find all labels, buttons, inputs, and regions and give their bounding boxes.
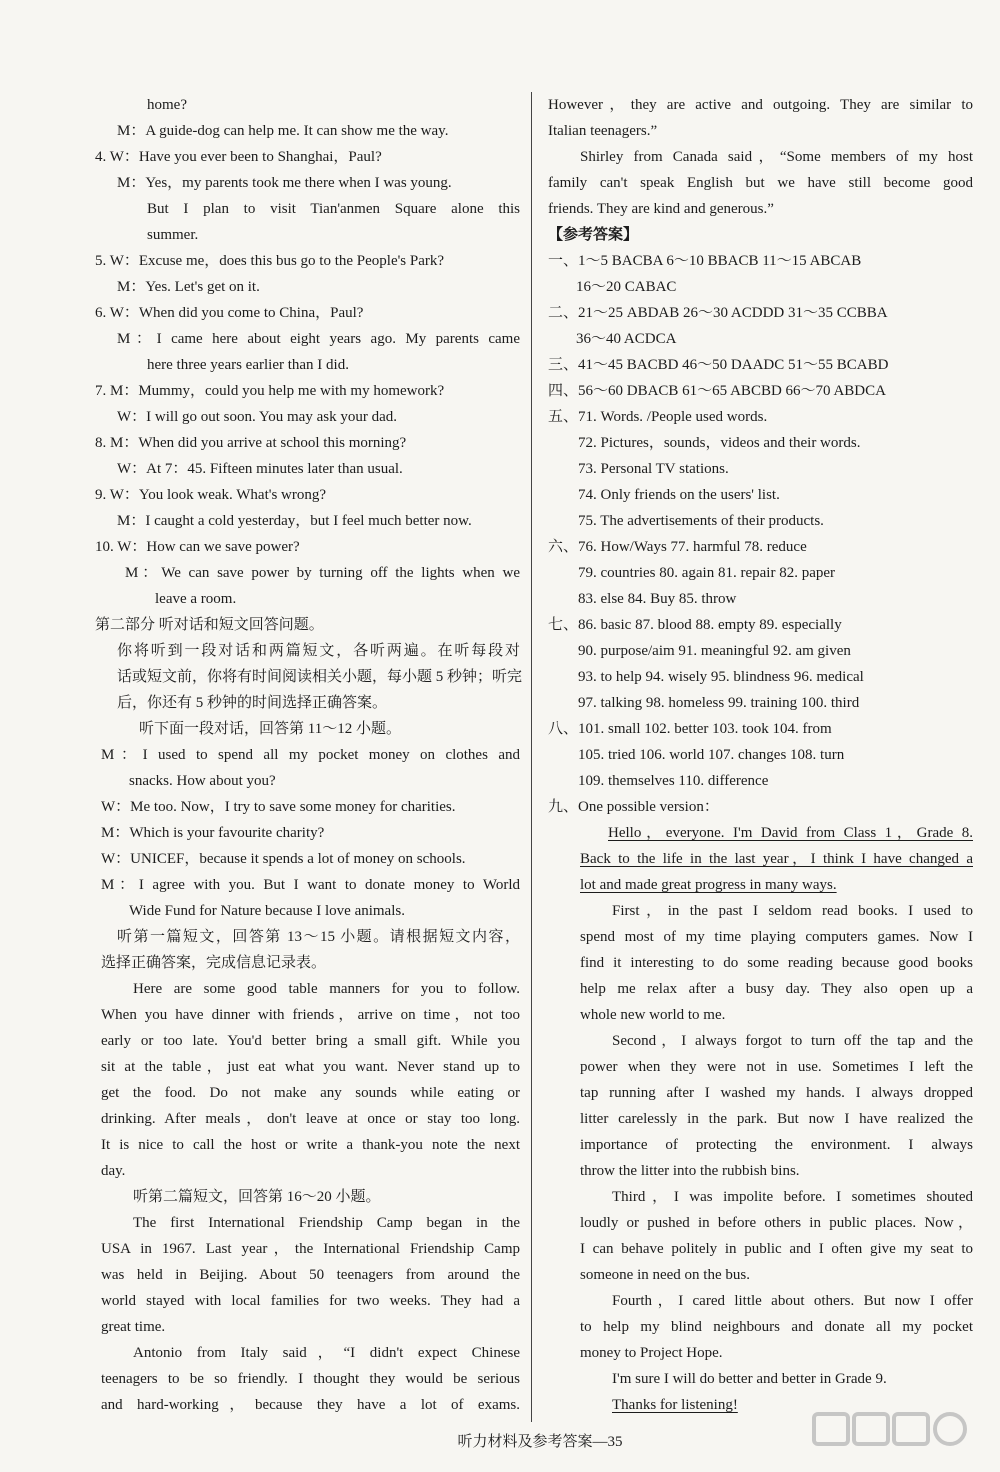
left-text-line: M：A guide-dog can help me. It can show me the way. bbox=[117, 123, 449, 139]
right-text-line: 七、86. basic 87. blood 88. empty 89. especially bbox=[548, 617, 842, 633]
right-text-line: help me relax after a busy day. They also open up a bbox=[580, 981, 973, 997]
right-text-line: 79. countries 80. again 81. repair 82. paper bbox=[578, 565, 835, 581]
right-text-line: litter carelessly in the park. But now I have realized the bbox=[580, 1111, 973, 1127]
left-text-line: 10. W：How can we save power? bbox=[95, 539, 300, 555]
left-text-line: 6. W：When did you come to China，Paul? bbox=[95, 305, 364, 321]
left-text-line: When you have dinner with friends，arrive on time，not too bbox=[101, 1007, 520, 1023]
left-text-line: W：I will go out soon. You may ask your dad. bbox=[117, 409, 397, 425]
left-text-line: drinking. After meals，don't leave at once or stay too long. bbox=[101, 1111, 520, 1127]
right-column bbox=[548, 92, 973, 1418]
left-text-line: sit at the table，just eat what you want. Never stand up to bbox=[101, 1059, 520, 1075]
right-text-line: 97. talking 98. homeless 99. training 100. third bbox=[578, 695, 860, 711]
right-text-line: I'm sure I will do better and better in Grade 9. bbox=[612, 1371, 887, 1387]
watermark-icon bbox=[810, 1410, 970, 1450]
left-text-line: 听第一篇短文，回答第 13～15 小题。请根据短文内容， bbox=[117, 929, 520, 945]
left-text-line: 9. W：You look weak. What's wrong? bbox=[95, 487, 327, 503]
left-text-line: 4. W：Have you ever been to Shanghai，Paul? bbox=[95, 149, 382, 165]
right-text-line: 90. purpose/aim 91. meaningful 92. am given bbox=[578, 643, 851, 659]
left-text-line: M：Which is your favourite charity? bbox=[101, 825, 325, 841]
left-text-line: But I plan to visit Tian'anmen Square alone this bbox=[147, 201, 520, 217]
left-text-line: early or too late. You'd better bring a small gift. While you bbox=[101, 1033, 520, 1049]
left-text-line: 第二部分 听对话和短文回答问题。 bbox=[95, 617, 324, 633]
right-text-line: find it interesting to do some reading because good books bbox=[580, 955, 973, 971]
left-text-line: The first International Friendship Camp began in the bbox=[133, 1215, 520, 1231]
left-text-line: here three years earlier than I did. bbox=[147, 357, 349, 373]
left-text-line: home? bbox=[147, 97, 187, 113]
right-text-line: Italian teenagers.” bbox=[548, 123, 658, 139]
right-text-line: Thanks for listening! bbox=[612, 1397, 738, 1413]
right-text-line: First，in the past I seldom read books. I used to bbox=[612, 903, 973, 919]
right-text-line: 一、1～5 BACBA 6～10 BBACB 11～15 ABCAB bbox=[548, 253, 862, 269]
column-divider bbox=[531, 92, 532, 1422]
left-text-line: great time. bbox=[101, 1319, 166, 1335]
right-text-line: lot and made great progress in many ways. bbox=[580, 877, 837, 893]
left-text-line: M：Yes. Let's get on it. bbox=[117, 279, 260, 295]
left-text-line: 后，你还有 5 秒钟的时间选择正确答案。 bbox=[117, 695, 388, 711]
left-text-line: W：At 7：45. Fifteen minutes later than usual. bbox=[117, 461, 403, 477]
right-text-line: 五、71. Words. /People used words. bbox=[548, 409, 768, 425]
left-text-line: was held in Beijing. About 50 teenagers from around the bbox=[101, 1267, 520, 1283]
left-text-line: M：I caught a cold yesterday，but I feel much better now. bbox=[117, 513, 472, 529]
left-text-line: 话或短文前，你将有时间阅读相关小题，每小题 5 秒钟；听完 bbox=[117, 669, 523, 685]
left-text-line: 8. M：When did you arrive at school this morning? bbox=[95, 435, 407, 451]
left-text-line: M：I used to spend all my pocket money on clothes and bbox=[101, 747, 520, 763]
left-text-line: It is nice to call the host or write a thank-you note the next bbox=[101, 1137, 520, 1153]
left-text-line: leave a room. bbox=[155, 591, 237, 607]
left-text-line: 听第二篇短文，回答第 16～20 小题。 bbox=[133, 1189, 381, 1205]
left-text-line: W：Me too. Now，I try to save some money for charities. bbox=[101, 799, 456, 815]
right-text-line: 74. Only friends on the users' list. bbox=[578, 487, 780, 503]
left-text-line: USA in 1967. Last year，the International Friendship Camp bbox=[101, 1241, 520, 1257]
right-text-line: Third，I was impolite before. I sometimes shouted bbox=[612, 1189, 973, 1205]
right-text-line: 93. to help 94. wisely 95. blindness 96. medical bbox=[578, 669, 864, 685]
left-text-line: 选择正确答案，完成信息记录表。 bbox=[101, 955, 327, 971]
left-column bbox=[95, 92, 523, 1418]
right-text-line: Second，I always forgot to turn off the tap and the bbox=[612, 1033, 973, 1049]
right-text-line: money to Project Hope. bbox=[580, 1345, 723, 1361]
right-text-line: family can't speak English but we have still become good bbox=[548, 175, 973, 191]
right-text-line: to help my blind neighbours and donate all my pocket bbox=[580, 1319, 973, 1335]
left-text-line: 听下面一段对话，回答第 11～12 小题。 bbox=[139, 721, 401, 737]
right-text-line: someone in need on the bus. bbox=[580, 1267, 750, 1283]
right-text-line: 八、101. small 102. better 103. took 104. from bbox=[548, 721, 832, 737]
right-text-line: friends. They are kind and generous.” bbox=[548, 201, 774, 217]
right-text-line: 72. Pictures，sounds，videos and their words. bbox=[578, 435, 861, 451]
right-text-line: 36～40 ACDCA bbox=[576, 331, 677, 347]
right-text-line: power when they were not in use. Sometimes I left the bbox=[580, 1059, 973, 1075]
right-text-line: loudly or pushed in before others in public places. Now， bbox=[580, 1215, 973, 1231]
left-text-line: M：Yes，my parents took me there when I was young. bbox=[117, 175, 452, 191]
right-text-line: tap running after I washed my hands. I always dropped bbox=[580, 1085, 973, 1101]
left-text-line: 5. W：Excuse me，does this bus go to the People's Park? bbox=[95, 253, 445, 269]
right-text-line: I can behave politely in public and I often give my seat to bbox=[580, 1241, 973, 1257]
right-text-line: 75. The advertisements of their products. bbox=[578, 513, 824, 529]
left-text-line: summer. bbox=[147, 227, 199, 243]
right-text-line: spend most of my time playing computers games. Now I bbox=[580, 929, 973, 945]
left-text-line: Wide Fund for Nature because I love animals. bbox=[129, 903, 405, 919]
right-text-line: Shirley from Canada said，“Some members of my host bbox=[580, 149, 973, 165]
right-text-line: 二、21～25 ABDAB 26～30 ACDDD 31～35 CCBBA bbox=[548, 305, 888, 321]
left-text-line: world stayed with local families for two weeks. They had a bbox=[101, 1293, 520, 1309]
right-text-line: Fourth，I cared little about others. But now I offer bbox=[612, 1293, 973, 1309]
right-text-line: 【参考答案】 bbox=[548, 227, 639, 243]
watermark-logo bbox=[810, 1410, 970, 1458]
right-text-line: 三、41～45 BACBD 46～50 DAADC 51～55 BCABD bbox=[548, 357, 889, 373]
right-text-line: importance of protecting the environment. I always bbox=[580, 1137, 973, 1153]
left-text-line: snacks. How about you? bbox=[129, 773, 276, 789]
left-text-line: M：I agree with you. But I want to donate money to World bbox=[101, 877, 520, 893]
right-text-line: 六、76. How/Ways 77. harmful 78. reduce bbox=[548, 539, 807, 555]
right-text-line: 73. Personal TV stations. bbox=[578, 461, 729, 477]
left-text-line: 7. M：Mummy，could you help me with my homework? bbox=[95, 383, 445, 399]
left-text-line: M：I came here about eight years ago. My parents came bbox=[117, 331, 520, 347]
left-text-line: W：UNICEF，because it spends a lot of money on schools. bbox=[101, 851, 466, 867]
left-text-line: teenagers to be so friendly. I thought they would be serious bbox=[101, 1371, 520, 1387]
right-text-line: Hello，everyone. I'm David from Class 1，Grade 8. bbox=[608, 825, 973, 841]
right-text-line: 83. else 84. Buy 85. throw bbox=[578, 591, 737, 607]
left-text-line: 你将听到一段对话和两篇短文，各听两遍。在听每段对 bbox=[117, 643, 520, 659]
right-text-line: 九、One possible version： bbox=[548, 799, 719, 815]
left-text-line: get the food. Do not make any sounds while eating or bbox=[101, 1085, 520, 1101]
right-text-line: 109. themselves 110. difference bbox=[578, 773, 769, 789]
left-text-line: M：We can save power by turning off the lights when we bbox=[125, 565, 520, 581]
right-text-line: However，they are active and outgoing. They are similar to bbox=[548, 97, 973, 113]
left-text-line: day. bbox=[101, 1163, 126, 1179]
right-text-line: Back to the life in the last year，I think I have changed a bbox=[580, 851, 973, 867]
left-text-line: Antonio from Italy said，“I didn't expect Chinese bbox=[133, 1345, 520, 1361]
right-text-line: whole new world to me. bbox=[580, 1007, 726, 1023]
footer-text: 听力材料及参考答案—35 bbox=[457, 1434, 623, 1450]
right-text-line: 四、56～60 DBACB 61～65 ABCBD 66～70 ABDCA bbox=[548, 383, 886, 399]
left-text-line: Here are some good table manners for you to follow. bbox=[133, 981, 520, 997]
left-text-line: and hard-working，because they have a lot of exams. bbox=[101, 1397, 520, 1413]
right-text-line: throw the litter into the rubbish bins. bbox=[580, 1163, 800, 1179]
right-text-line: 105. tried 106. world 107. changes 108. turn bbox=[578, 747, 845, 763]
right-text-line: 16～20 CABAC bbox=[576, 279, 677, 295]
